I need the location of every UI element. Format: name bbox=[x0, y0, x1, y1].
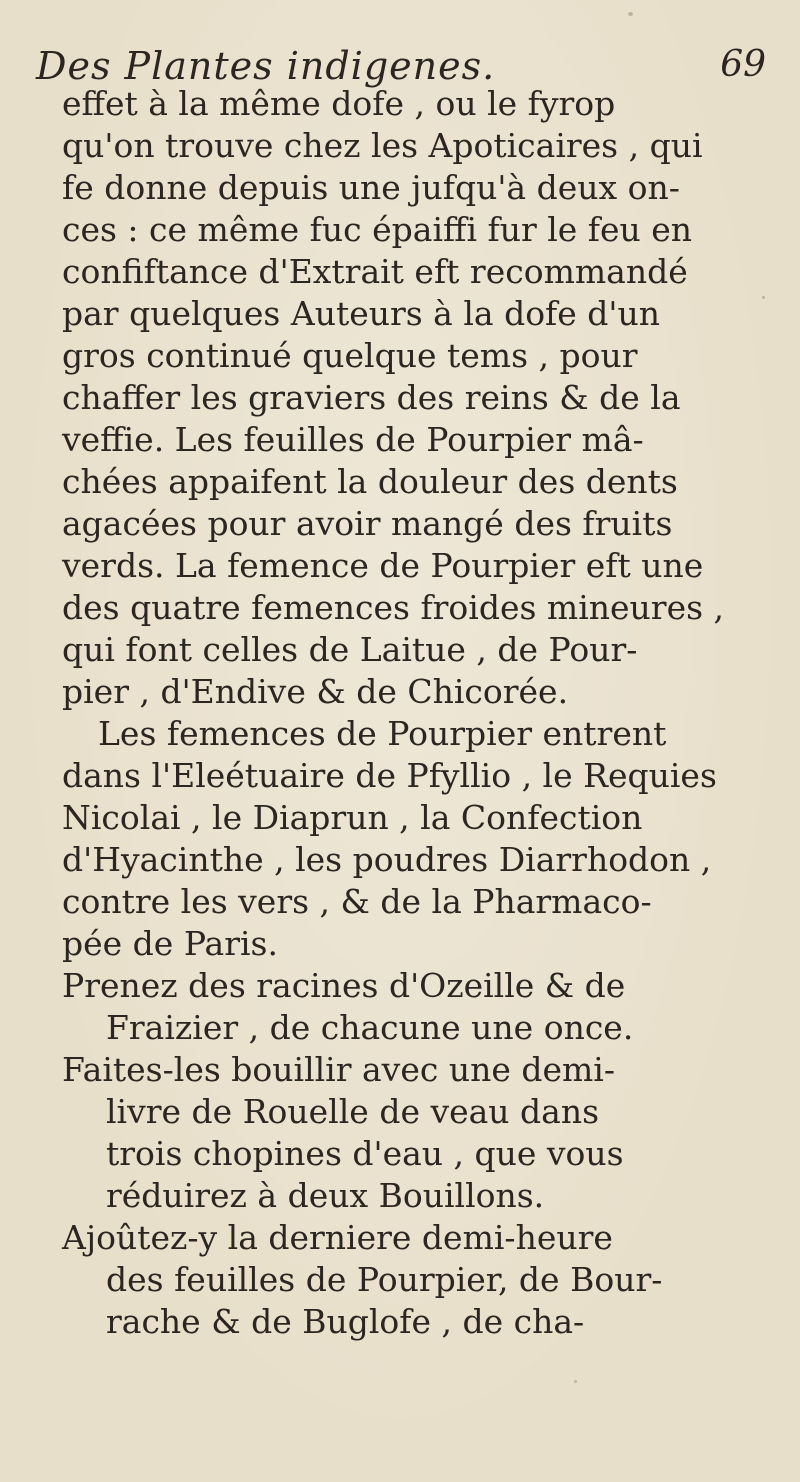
text-line: qu'on trouve chez les Apoticaires , qui bbox=[62, 126, 703, 165]
text-line: d'Hyacinthe , les poudres Diarrhodon , bbox=[62, 840, 712, 879]
text-line: Les femences de Pourpier entrent bbox=[98, 714, 667, 753]
text-line: Nicolai , le Diaprun , la Confection bbox=[62, 798, 643, 837]
text-line: Fraizier , de chacune une once. bbox=[106, 1008, 634, 1047]
text-line: effet à la même dofe , ou le fyrop bbox=[62, 84, 616, 123]
text-line: des feuilles de Pourpier, de Bour- bbox=[106, 1260, 663, 1299]
text-line: Ajoûtez-y la derniere demi-heure bbox=[62, 1218, 613, 1257]
paper-speck bbox=[574, 1380, 577, 1383]
running-title: Des Plantes indigenes. bbox=[36, 44, 496, 88]
text-line: agacées pour avoir mangé des fruits bbox=[62, 504, 673, 543]
paper-speck bbox=[628, 12, 633, 16]
text-line: des quatre femences froides mineures , bbox=[62, 588, 725, 627]
text-line: livre de Rouelle de veau dans bbox=[106, 1092, 600, 1131]
text-line: verds. La femence de Pourpier eft une bbox=[62, 546, 704, 585]
text-line: confiftance d'Extrait eft recommandé bbox=[62, 252, 688, 291]
text-line: veffie. Les feuilles de Pourpier mâ- bbox=[62, 420, 644, 459]
text-line: dans l'Eleétuaire de Pfyllio , le Requies bbox=[62, 756, 717, 795]
text-line: Faites-les bouillir avec une demi- bbox=[62, 1050, 615, 1089]
text-line: pée de Paris. bbox=[62, 924, 278, 963]
text-line: ces : ce même fuc épaiffi fur le feu en bbox=[62, 210, 693, 249]
paper-speck bbox=[762, 296, 765, 299]
page-number: 69 bbox=[720, 44, 766, 85]
text-line: gros continué quelque tems , pour bbox=[62, 336, 638, 375]
text-line: contre les vers , & de la Pharmaco- bbox=[62, 882, 652, 921]
text-line: chées appaifent la douleur des dents bbox=[62, 462, 678, 501]
text-line: rache & de Buglofe , de cha- bbox=[106, 1302, 585, 1341]
text-line: Prenez des racines d'Ozeille & de bbox=[62, 966, 626, 1005]
text-line: par quelques Auteurs à la dofe d'un bbox=[62, 294, 660, 333]
text-line: réduirez à deux Bouillons. bbox=[106, 1176, 545, 1215]
text-line: pier , d'Endive & de Chicorée. bbox=[62, 672, 569, 711]
text-line: fe donne depuis une jufqu'à deux on- bbox=[62, 168, 680, 207]
text-line: trois chopines d'eau , que vous bbox=[106, 1134, 624, 1173]
text-line: qui font celles de Laitue , de Pour- bbox=[62, 630, 638, 669]
text-line: chaffer les graviers des reins & de la bbox=[62, 378, 681, 417]
